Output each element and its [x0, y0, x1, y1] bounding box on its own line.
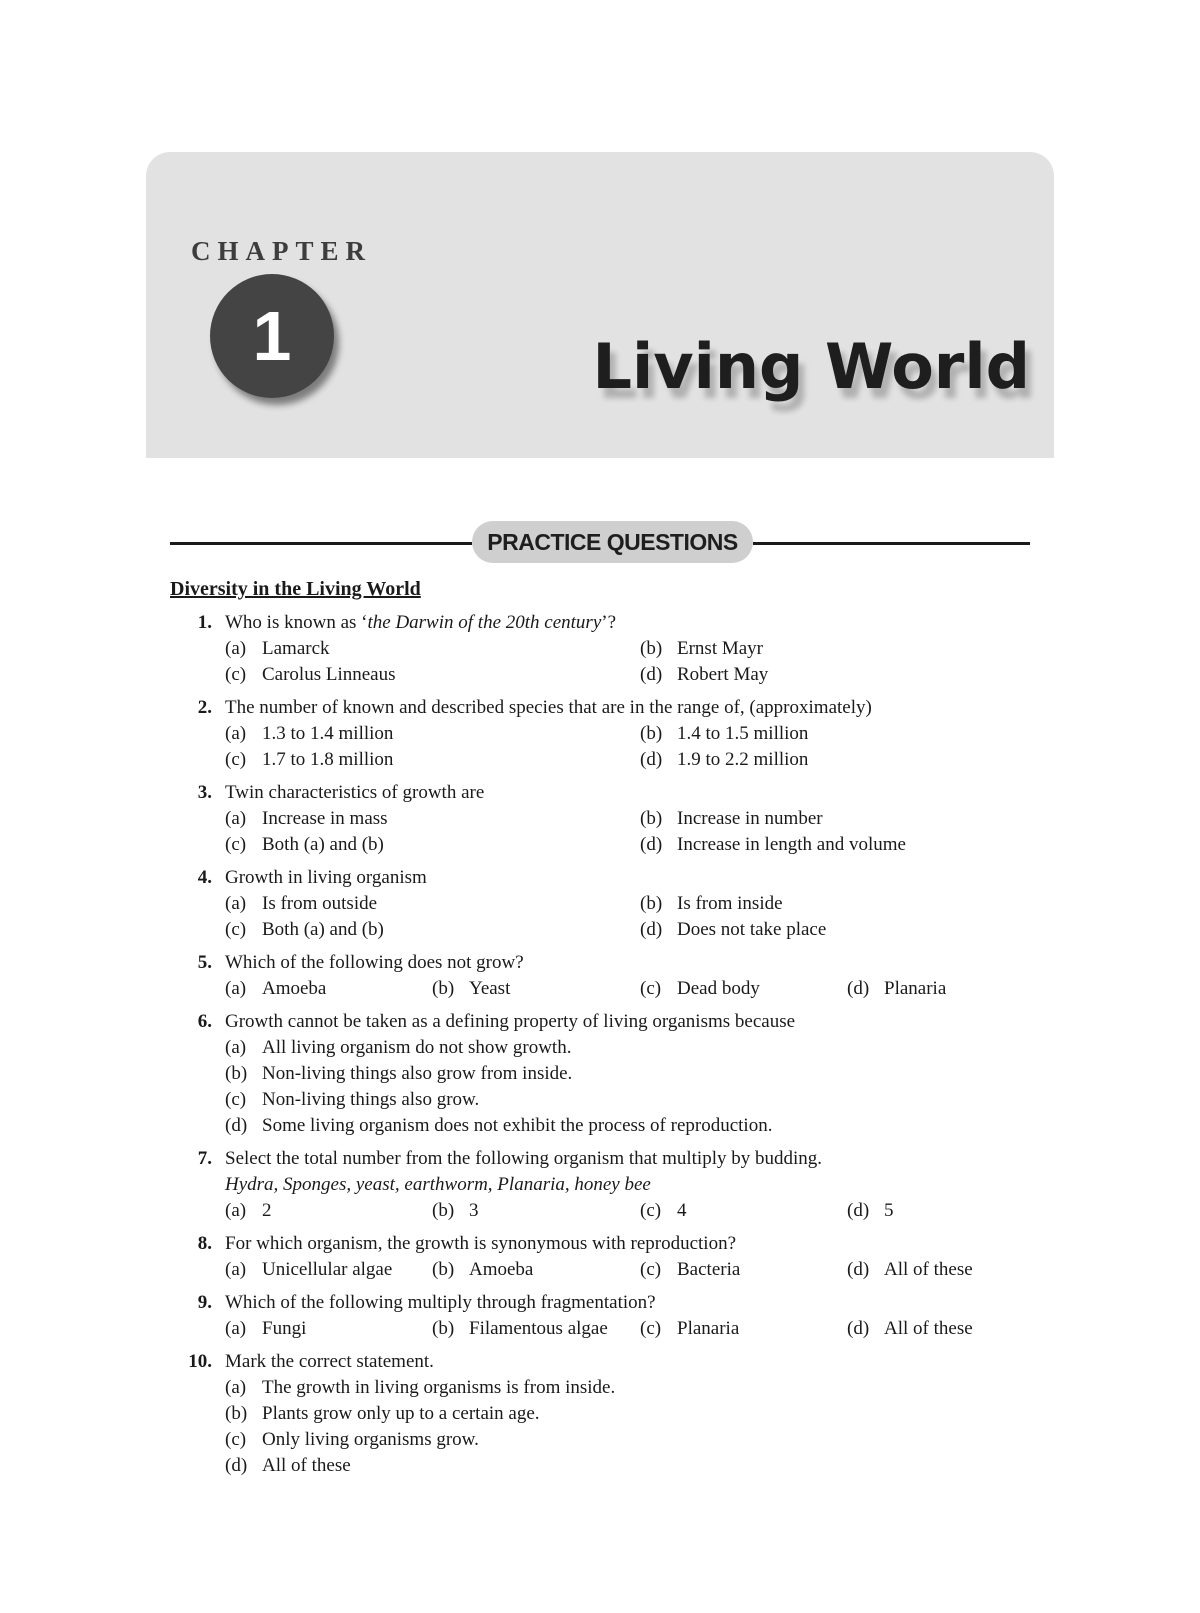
answer-option — [640, 1198, 847, 1224]
answer-option — [225, 1113, 1000, 1139]
answer-option — [225, 806, 640, 832]
answer-options — [225, 806, 1000, 858]
option-label: (a) — [225, 808, 247, 829]
option-text: 5 — [884, 1200, 894, 1221]
option-text: Planaria — [677, 1318, 740, 1339]
chapter-number-badge: 1 — [210, 274, 334, 398]
answer-option — [225, 832, 640, 858]
option-text: Ernst Mayr — [677, 638, 764, 659]
question-text: Mark the correct statement. — [225, 1351, 434, 1372]
option-label: (a) — [225, 1259, 247, 1280]
question-text: The number of known and described species that are in the range of, (approximately) — [225, 697, 872, 718]
option-label: (a) — [225, 1318, 247, 1339]
option-label: (d) — [640, 664, 663, 685]
answer-options — [225, 1257, 1000, 1283]
option-label: (c) — [640, 1318, 662, 1339]
answer-option — [640, 891, 1000, 917]
chapter-label: CHAPTER — [191, 236, 373, 266]
answer-option — [847, 1198, 1000, 1224]
question-text: Twin characteristics of growth are — [225, 782, 485, 803]
question-6 — [0, 1009, 1200, 1139]
option-text: Increase in mass — [262, 808, 388, 829]
question-4 — [0, 865, 1200, 943]
option-text: Some living organism does not exhibit the process of reproduction. — [262, 1115, 773, 1136]
option-text: All of these — [884, 1259, 973, 1280]
answer-option — [640, 917, 1000, 943]
question-10 — [0, 1349, 1200, 1479]
answer-option — [640, 1257, 847, 1283]
option-text: Is from outside — [262, 893, 378, 914]
answer-options — [225, 636, 1000, 688]
answer-option — [640, 662, 1000, 688]
answer-option — [225, 747, 640, 773]
answer-option — [640, 976, 847, 1002]
option-text: Amoeba — [469, 1259, 534, 1280]
option-label: (a) — [225, 1377, 247, 1398]
option-text: Unicellular algae — [262, 1259, 393, 1280]
option-label: (d) — [847, 978, 870, 999]
option-label: (a) — [225, 1037, 247, 1058]
answer-option — [225, 721, 640, 747]
option-text: All living organism do not show growth. — [262, 1037, 572, 1058]
question-1 — [0, 610, 1200, 688]
answer-option — [432, 1257, 640, 1283]
answer-options — [225, 1316, 1000, 1342]
option-label: (b) — [640, 638, 663, 659]
option-text: 4 — [677, 1200, 687, 1221]
answer-option — [225, 1198, 432, 1224]
option-label: (a) — [225, 638, 247, 659]
option-text: 2 — [262, 1200, 272, 1221]
question-number: 9. — [197, 1292, 212, 1313]
divider-left — [170, 542, 472, 545]
option-label: (c) — [225, 919, 247, 940]
option-label: (b) — [225, 1403, 248, 1424]
option-text: Yeast — [469, 978, 511, 999]
option-text: 1.7 to 1.8 million — [262, 749, 394, 770]
question-number: 8. — [197, 1233, 212, 1254]
answer-option — [640, 832, 1000, 858]
answer-option — [432, 1198, 640, 1224]
answer-option — [225, 891, 640, 917]
question-text: Growth cannot be taken as a defining property of living organisms because — [225, 1011, 796, 1032]
answer-option — [225, 917, 640, 943]
option-text: Fungi — [262, 1318, 307, 1339]
option-label: (b) — [432, 1200, 455, 1221]
answer-option — [847, 1316, 1000, 1342]
option-label: (b) — [640, 808, 663, 829]
option-label: (c) — [225, 1089, 247, 1110]
option-text: Lamarck — [262, 638, 330, 659]
question-text: Which of the following does not grow? — [225, 952, 524, 973]
option-label: (a) — [225, 723, 247, 744]
option-text: Plants grow only up to a certain age. — [262, 1403, 540, 1424]
option-text: 1.9 to 2.2 million — [677, 749, 809, 770]
option-label: (c) — [225, 749, 247, 770]
option-text: 3 — [469, 1200, 479, 1221]
question-2 — [0, 695, 1200, 773]
question-7 — [0, 1146, 1200, 1224]
option-text: All of these — [262, 1455, 351, 1476]
question-number: 4. — [197, 867, 212, 888]
option-text: Increase in length and volume — [677, 834, 906, 855]
question-5 — [0, 950, 1200, 1002]
option-text: Does not take place — [677, 919, 827, 940]
question-number: 5. — [197, 952, 212, 973]
question-list — [0, 610, 1200, 1486]
divider-right — [753, 542, 1030, 545]
option-label: (d) — [640, 919, 663, 940]
question-text: Who is known as ‘the Darwin of the 20th century’? — [225, 612, 617, 633]
question-text: Which of the following multiply through fragmentation? — [225, 1292, 656, 1313]
answer-options — [225, 721, 1000, 773]
question-8 — [0, 1231, 1200, 1283]
answer-options — [225, 891, 1000, 943]
option-label: (c) — [640, 978, 662, 999]
option-label: (d) — [225, 1115, 248, 1136]
question-number: 3. — [197, 782, 212, 803]
answer-option — [225, 1316, 432, 1342]
option-text: Only living organisms grow. — [262, 1429, 479, 1450]
option-label: (b) — [432, 1259, 455, 1280]
question-organism-list: Hydra, Sponges, yeast, earthworm, Planaria, honey bee — [225, 1174, 651, 1195]
question-number: 10. — [188, 1351, 212, 1372]
section-title: Diversity in the Living World — [170, 578, 421, 600]
question-number: 6. — [197, 1011, 212, 1032]
answer-option — [225, 636, 640, 662]
question-text: For which organism, the growth is synonymous with reproduction? — [225, 1233, 737, 1254]
question-number: 1. — [197, 612, 212, 633]
answer-option — [225, 1401, 1000, 1427]
answer-option — [640, 636, 1000, 662]
option-label: (a) — [225, 893, 247, 914]
answer-option — [847, 1257, 1000, 1283]
option-label: (b) — [432, 1318, 455, 1339]
option-label: (d) — [847, 1259, 870, 1280]
answer-option — [225, 1375, 1000, 1401]
question-9 — [0, 1290, 1200, 1342]
question-3 — [0, 780, 1200, 858]
option-text: Both (a) and (b) — [262, 834, 384, 855]
option-label: (d) — [225, 1455, 248, 1476]
answer-options — [225, 1035, 1000, 1139]
answer-option — [225, 1257, 432, 1283]
chapter-title: Living World — [592, 330, 1030, 403]
option-label: (c) — [225, 1429, 247, 1450]
option-text: Bacteria — [677, 1259, 741, 1280]
option-label: (a) — [225, 978, 247, 999]
option-label: (b) — [640, 893, 663, 914]
answer-option — [225, 662, 640, 688]
answer-options — [225, 976, 1000, 1002]
question-number: 2. — [197, 697, 212, 718]
option-text: Amoeba — [262, 978, 327, 999]
answer-option — [225, 1427, 1000, 1453]
option-text: Non-living things also grow. — [262, 1089, 480, 1110]
answer-option — [432, 976, 640, 1002]
option-text: Dead body — [677, 978, 760, 999]
option-text: Non-living things also grow from inside. — [262, 1063, 573, 1084]
option-text: Increase in number — [677, 808, 823, 829]
option-label: (b) — [432, 978, 455, 999]
answer-option — [640, 806, 1000, 832]
answer-option — [847, 976, 1000, 1002]
option-label: (a) — [225, 1200, 247, 1221]
option-text: Robert May — [677, 664, 769, 685]
answer-option — [640, 747, 1000, 773]
option-text: 1.3 to 1.4 million — [262, 723, 394, 744]
option-label: (b) — [225, 1063, 248, 1084]
option-text: The growth in living organisms is from inside. — [262, 1377, 616, 1398]
answer-option — [225, 1453, 1000, 1479]
option-text: 1.4 to 1.5 million — [677, 723, 809, 744]
answer-option — [640, 1316, 847, 1342]
answer-option — [432, 1316, 640, 1342]
answer-options — [225, 1375, 1000, 1479]
answer-option — [225, 976, 432, 1002]
option-text: Carolus Linneaus — [262, 664, 396, 685]
question-text: Growth in living organism — [225, 867, 427, 888]
question-number: 7. — [197, 1148, 212, 1169]
option-label: (d) — [640, 749, 663, 770]
option-label: (c) — [640, 1259, 662, 1280]
option-text: Both (a) and (b) — [262, 919, 384, 940]
answer-option — [225, 1035, 1000, 1061]
answer-option — [225, 1061, 1000, 1087]
option-label: (c) — [640, 1200, 662, 1221]
option-text: All of these — [884, 1318, 973, 1339]
question-text: Select the total number from the following organism that multiply by budding. — [225, 1148, 823, 1169]
practice-questions-banner: PRACTICE QUESTIONS — [472, 521, 753, 563]
option-label: (d) — [847, 1200, 870, 1221]
answer-options — [225, 1198, 1000, 1224]
option-text: Planaria — [884, 978, 947, 999]
option-label: (d) — [640, 834, 663, 855]
option-text: Is from inside — [677, 893, 783, 914]
answer-option — [640, 721, 1000, 747]
option-label: (c) — [225, 834, 247, 855]
option-label: (c) — [225, 664, 247, 685]
option-label: (d) — [847, 1318, 870, 1339]
option-text: Filamentous algae — [469, 1318, 608, 1339]
answer-option — [225, 1087, 1000, 1113]
option-label: (b) — [640, 723, 663, 744]
